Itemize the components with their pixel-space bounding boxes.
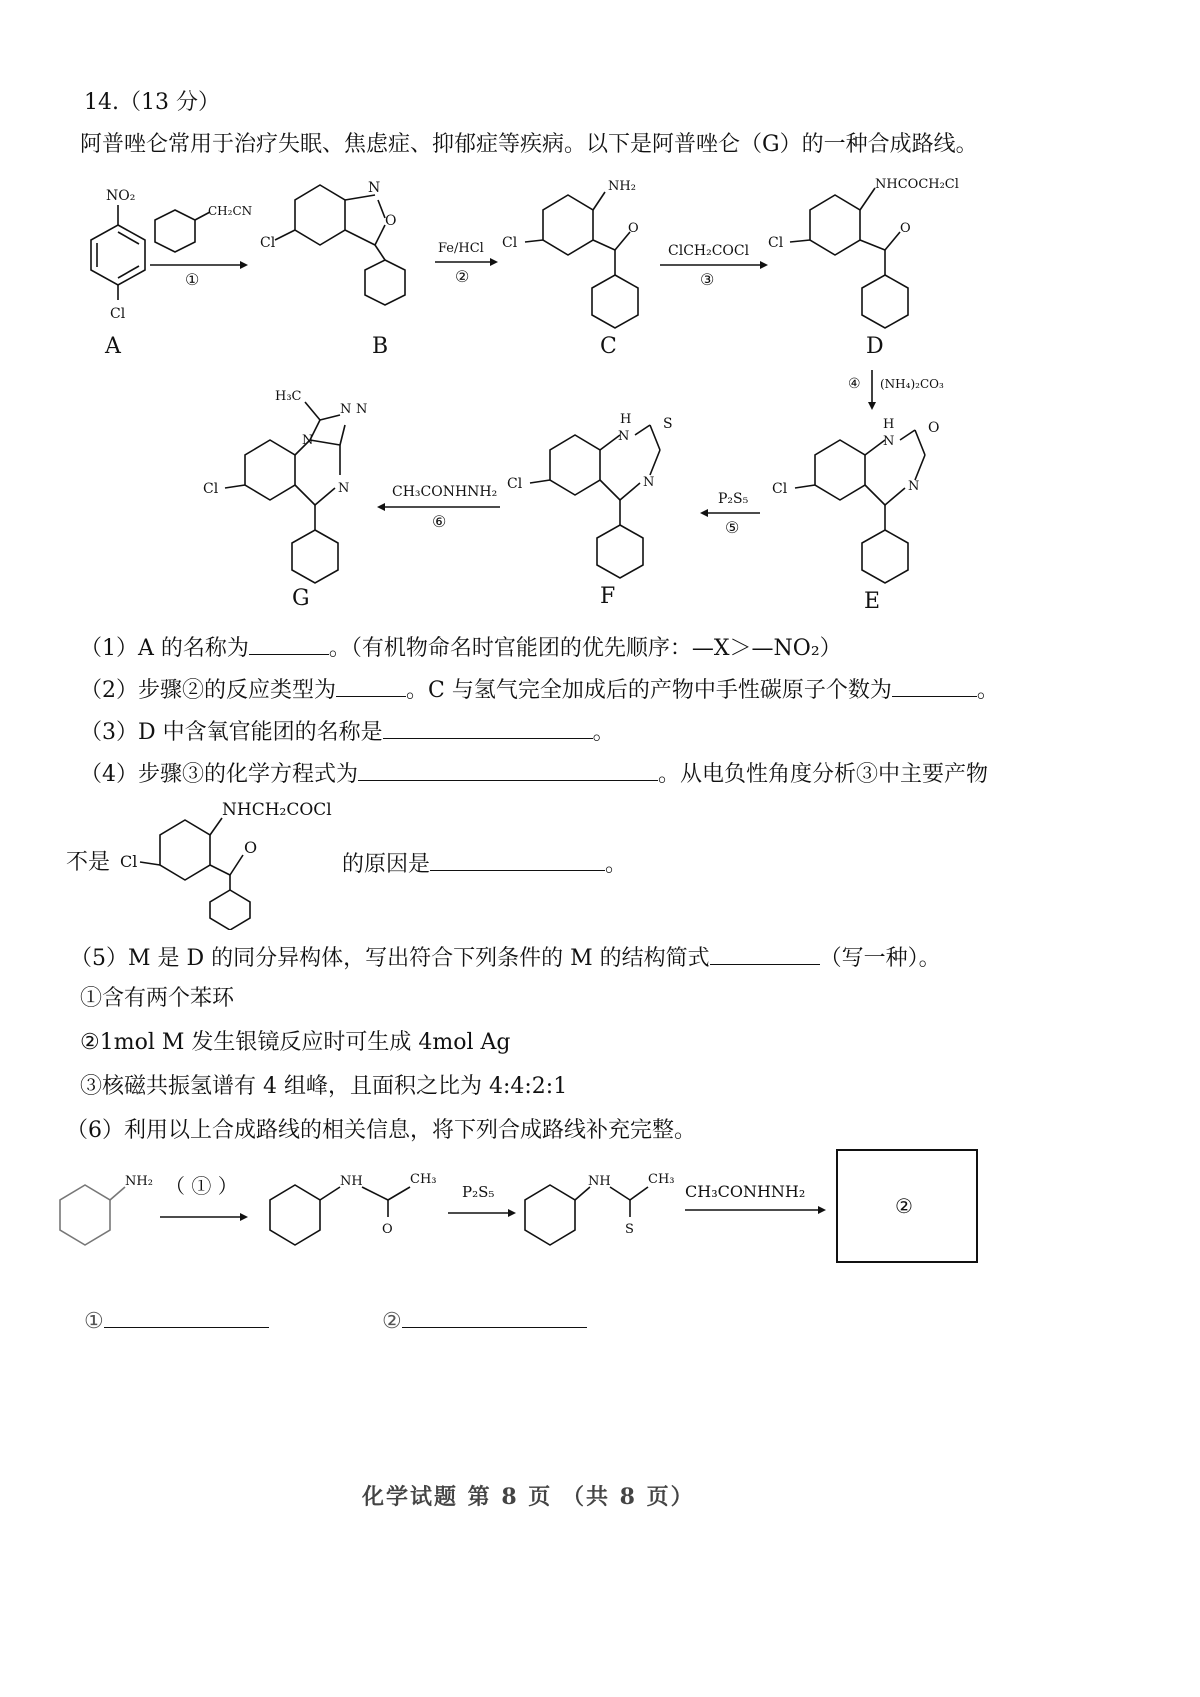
q5-condition-3: ③核磁共振氢谱有 4 组峰，且面积之比为 4:4:2:1	[80, 1074, 568, 1099]
step1-num: ①	[185, 270, 200, 289]
g-n3-label: N	[302, 433, 314, 448]
q5-answer-blank[interactable]	[710, 942, 820, 965]
a-cl-label: Cl	[110, 306, 126, 322]
q4-structure	[110, 790, 340, 930]
compound-c	[502, 179, 639, 359]
synthesis-scheme	[0, 170, 1200, 630]
q1-answer-blank[interactable]	[249, 632, 329, 655]
q5-condition-2: ②1mol M 发生银镜反应时可生成 4mol Ag	[80, 1030, 511, 1055]
g-cl-label: Cl	[203, 481, 219, 497]
g-n2-label: N	[356, 402, 368, 417]
reagent-1-label: CH₂CN	[208, 204, 253, 218]
q6-nh2-label: NH₂	[125, 1174, 153, 1189]
q6: （6）利用以上合成路线的相关信息，将下列合成路线补充完整。	[66, 1118, 696, 1143]
q4-structure-nh-label: NHCH₂COCl	[222, 800, 332, 820]
step2-num: ②	[455, 267, 470, 286]
a-no2-label: NO₂	[106, 188, 136, 204]
c-nh2-label: NH₂	[608, 179, 636, 194]
b-n-label: N	[368, 180, 381, 196]
q1: （1）A 的名称为 。（有机物命名时官能团的优先顺序：—X＞—NO₂）	[80, 632, 842, 664]
d-label: D	[866, 334, 884, 359]
g-n1-label: N	[340, 402, 352, 417]
e-n1-label: N	[883, 434, 895, 449]
q3: （3）D 中含氧官能团的名称是 。	[80, 716, 615, 748]
q4-structure-cl-label: Cl	[120, 852, 138, 871]
q6-thio-s-label: S	[625, 1222, 634, 1237]
question-header: 14.（13 分）	[84, 90, 220, 115]
step5-num: ⑤	[725, 518, 740, 537]
c-cl-label: Cl	[502, 235, 518, 251]
q4-answer-blank-2[interactable]	[430, 848, 605, 871]
f-label: F	[600, 584, 616, 609]
q4-line2-prefix: 不是	[66, 850, 111, 875]
f-n1-label: N	[618, 429, 630, 444]
q6-route	[0, 1145, 1200, 1275]
q6-aniline	[60, 1174, 153, 1245]
q6-step2-reagent: P₂S₅	[462, 1183, 495, 1201]
b-cl-label: Cl	[260, 235, 276, 251]
f-n2-label: N	[643, 475, 655, 490]
compound-f	[507, 412, 673, 609]
compound-g	[203, 389, 367, 611]
q4-answer-blank-1[interactable]	[358, 758, 658, 781]
question-intro: 阿普唑仑常用于治疗失眠、焦虑症、抑郁症等疾病。以下是阿普唑仑（G）的一种合成路线。	[80, 132, 978, 157]
compound-e	[772, 417, 939, 614]
step4-reagent: (NH₄)₂CO₃	[880, 377, 944, 391]
q4-line2: 的原因是 。	[342, 848, 627, 880]
q2-answer-blank-2[interactable]	[892, 674, 977, 697]
compound-b	[260, 180, 405, 359]
a-label: A	[105, 334, 121, 359]
compound-a	[91, 188, 145, 359]
q2: （2）步骤②的反应类型为 。C 与氢气完全加成后的产物中手性碳原子个数为 。	[80, 674, 999, 706]
c-o-label: O	[628, 221, 639, 236]
q6-acetanilide-ch3-label: CH₃	[410, 1172, 437, 1187]
step6-reagent: CH₃CONHNH₂	[392, 484, 498, 500]
b-o-label: O	[385, 213, 397, 229]
step2-reagent: Fe/HCl	[438, 241, 484, 256]
g-ch3-label: H₃C	[275, 389, 302, 404]
e-cl-label: Cl	[772, 481, 788, 497]
d-o-label: O	[900, 221, 911, 236]
q6-acetanilide-o-label: O	[382, 1222, 393, 1237]
q6-answer-2: ②	[382, 1305, 587, 1337]
e-h-label: H	[883, 417, 895, 432]
f-cl-label: Cl	[507, 476, 523, 492]
b-label: B	[372, 334, 389, 359]
q3-answer-blank[interactable]	[383, 716, 593, 739]
c-label: C	[600, 334, 617, 359]
compound-d	[768, 177, 959, 359]
f-s-label: S	[663, 416, 673, 432]
step4-num: ④	[848, 376, 861, 392]
q6-thioacetanilide	[525, 1172, 675, 1245]
q6-step1-paren: （ ① ）	[165, 1174, 238, 1198]
q6-answer-blank-2[interactable]	[402, 1305, 587, 1328]
f-h-label: H	[620, 412, 632, 427]
e-label: E	[864, 589, 881, 614]
q4-line1: （4）步骤③的化学方程式为 。从电负性角度分析③中主要产物	[80, 758, 988, 790]
q4-structure-o-label: O	[244, 838, 258, 857]
step3-num: ③	[700, 270, 715, 289]
step3-reagent: ClCH₂COCl	[668, 243, 750, 259]
q6-box-label: ②	[895, 1194, 913, 1218]
reagent-benzyl-cyanide	[155, 204, 252, 252]
q5: （5）M 是 D 的同分异构体，写出符合下列条件的 M 的结构简式 （写一种）。	[70, 942, 941, 974]
q6-answer-1: ①	[84, 1305, 269, 1337]
page-footer: 化学试题 第 8 页 （共 8 页）	[362, 1484, 695, 1510]
d-cl-label: Cl	[768, 235, 784, 251]
q6-thio-nh-label: NH	[588, 1174, 611, 1189]
q6-thio-ch3-label: CH₃	[648, 1172, 675, 1187]
q6-acetanilide-nh-label: NH	[340, 1174, 363, 1189]
q5-condition-1: ①含有两个苯环	[80, 986, 235, 1011]
step5-reagent: P₂S₅	[718, 491, 749, 507]
q6-acetanilide	[270, 1172, 437, 1245]
q6-answer-blank-1[interactable]	[104, 1305, 269, 1328]
g-n4-label: N	[338, 481, 350, 496]
d-nh-label: NHCOCH₂Cl	[875, 177, 959, 192]
g-label: G	[292, 586, 310, 611]
q6-step3-reagent: CH₃CONHNH₂	[685, 1182, 806, 1201]
step6-num: ⑥	[432, 512, 447, 531]
q2-answer-blank-1[interactable]	[336, 674, 406, 697]
e-n2-label: N	[908, 479, 920, 494]
e-o-label: O	[928, 420, 940, 436]
